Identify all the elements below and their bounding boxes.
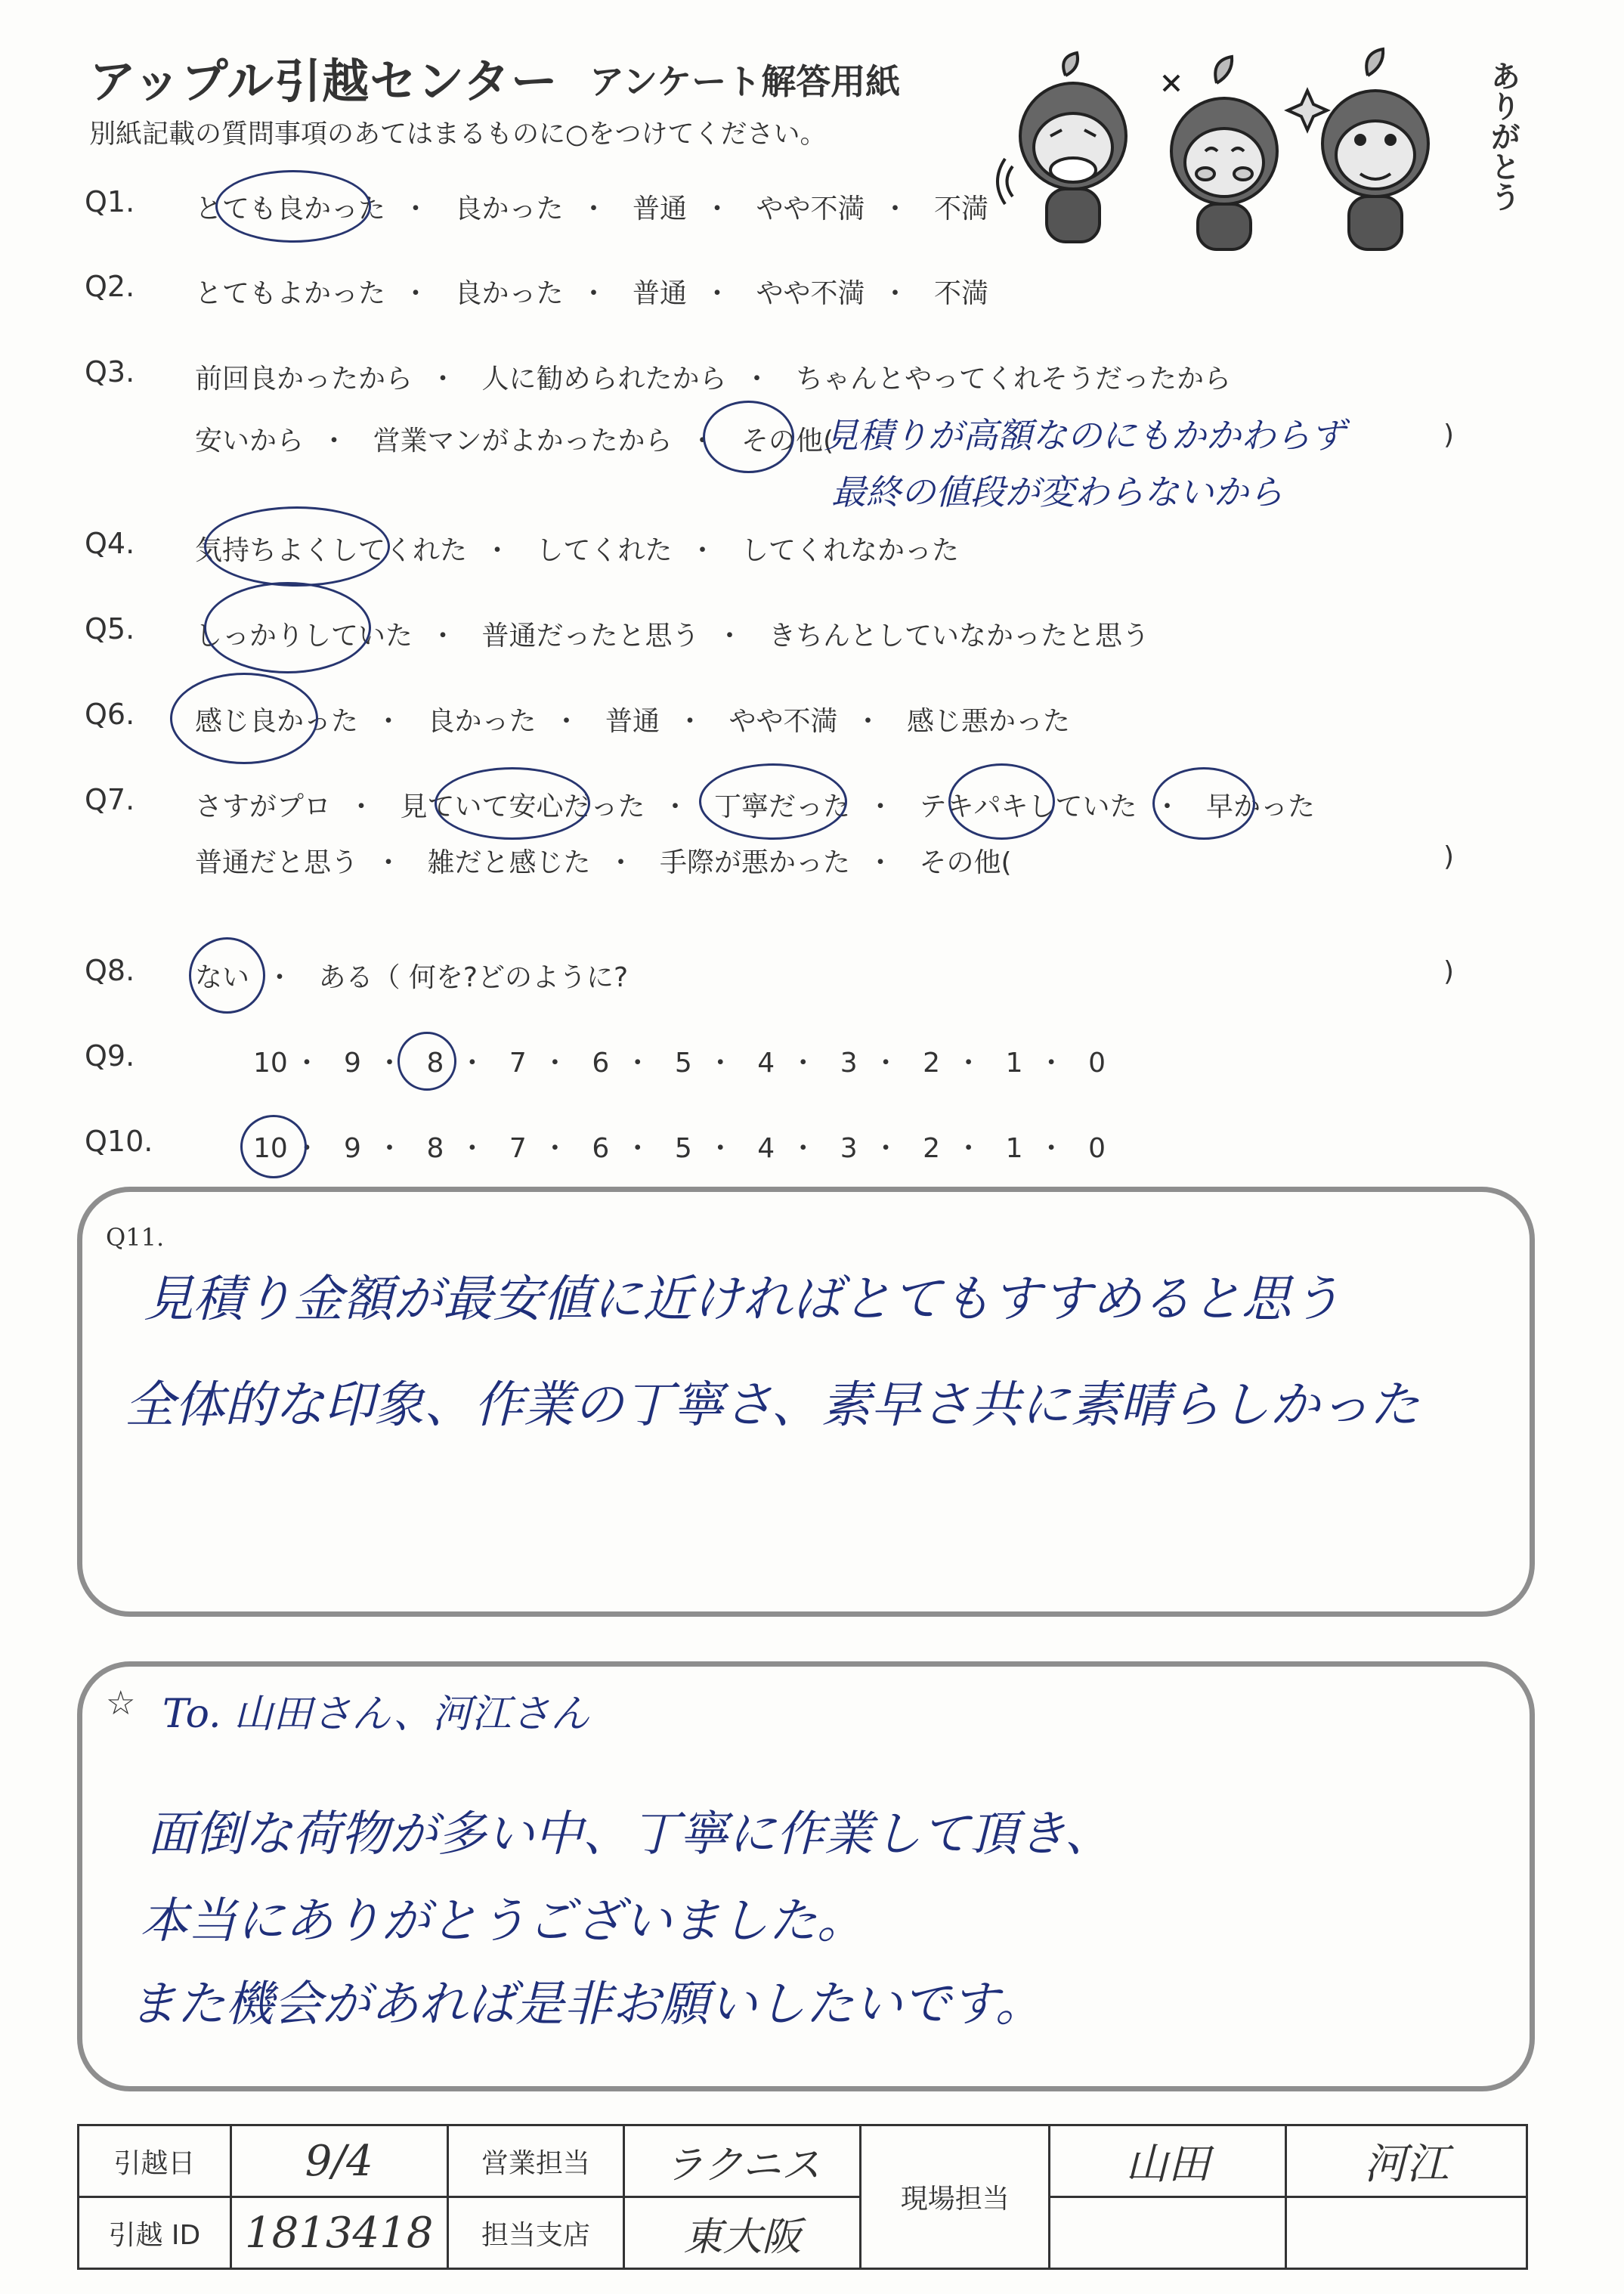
q11-label: Q11. — [106, 1223, 165, 1252]
q8-option-some[interactable]: ある（ 何を?どのように? — [318, 962, 629, 993]
q11-handwritten-line2: 全体的な印象、作業の丁寧さ、素早さ共に素晴らしかった — [125, 1376, 1420, 1434]
q6-options: 感じ良かった ・ 良かった ・ 普通 ・ やや不満 ・ 感じ悪かった — [195, 700, 1070, 738]
q5-label: Q5. — [85, 612, 135, 645]
q7-option[interactable]: 普通だと思う — [195, 847, 359, 878]
move-date-label: 引越日 — [79, 2125, 231, 2197]
q6-label: Q6. — [85, 698, 135, 731]
q5-options: しっかりしていた ・ 普通だったと思う ・ きちんとしていなかったと思う — [195, 615, 1149, 653]
q10-score[interactable]: 1 — [1005, 1133, 1023, 1164]
q3-options-line2: 安いから ・ 営業マンがよかったから ・ その他( — [195, 419, 834, 458]
q9-score[interactable]: 6 — [592, 1048, 610, 1079]
form-title: アンケート解答用紙 — [589, 61, 901, 102]
q10-score[interactable]: 7 — [509, 1133, 527, 1164]
q9-score[interactable]: 4 — [757, 1048, 775, 1079]
site-staff-1-text: 山田 — [1125, 2140, 1211, 2189]
q9-score[interactable]: 8 — [426, 1048, 444, 1079]
q6-answer-circle — [170, 673, 318, 764]
q7-options-line1: さすがプロ ・ 見ていて安心だった ・ 丁寧だった ・ テキパキしていた ・ 早かった — [195, 785, 1315, 824]
q4-answer-circle — [204, 506, 390, 587]
message-line2: 本当にありがとうございました。 — [140, 1893, 865, 1949]
q9-score[interactable]: 3 — [840, 1048, 858, 1079]
q2-option[interactable]: とてもよかった — [195, 278, 386, 309]
instruction-text: 別紙記載の質問事項のあてはまるものに○をつけてください。 — [89, 119, 827, 150]
branch-value[interactable] — [624, 2197, 861, 2269]
q7-option[interactable]: 早かった — [1205, 791, 1315, 822]
move-id-value[interactable] — [230, 2197, 447, 2269]
q3-handwritten-line1: 見積りが高額なのにもかかわらず — [824, 415, 1345, 456]
q4-options: 気持ちよくしてくれた ・ してくれた ・ してくれなかった — [195, 529, 959, 568]
q9-score[interactable]: 10 — [253, 1048, 288, 1079]
q7-option[interactable]: 丁寧だった — [713, 791, 850, 822]
q7-answer-circle — [1152, 767, 1255, 840]
q4-option[interactable]: してくれなかった — [741, 535, 959, 566]
site-staff-extra-2[interactable] — [1286, 2197, 1527, 2269]
q8-paren-close: ) — [1443, 956, 1455, 987]
q7-option[interactable]: さすがプロ — [195, 791, 332, 822]
q2-label: Q2. — [85, 270, 135, 303]
q6-option[interactable]: 良かった — [427, 706, 537, 737]
q7-paren-close: ) — [1443, 841, 1455, 872]
q1-option[interactable]: とても良かった — [195, 193, 386, 224]
q3-handwritten-line2: 最終の値段が変わらないから — [831, 472, 1283, 512]
move-date-text: 9/4 — [305, 2136, 373, 2186]
q2-option[interactable]: 不満 — [933, 278, 988, 309]
q8-answer-circle — [189, 937, 265, 1014]
q7-option[interactable]: その他( — [919, 847, 1012, 878]
q1-option[interactable]: 良かった — [454, 193, 564, 224]
q9-score[interactable]: 1 — [1005, 1048, 1023, 1079]
site-staff-2-text: 河江 — [1364, 2140, 1449, 2189]
q7-answer-circle — [699, 763, 847, 840]
q3-option[interactable]: 安いから — [195, 426, 305, 457]
q10-score[interactable]: 2 — [923, 1133, 941, 1164]
q10-score[interactable]: 10 — [253, 1133, 288, 1164]
mascot-right — [1288, 49, 1428, 249]
q1-options: とても良かった ・ 良かった ・ 普通 ・ やや不満 ・ 不満 — [195, 187, 988, 226]
q2-option[interactable]: 普通 — [632, 278, 687, 309]
branch-text: 東大阪 — [683, 2214, 802, 2260]
q9-label: Q9. — [85, 1039, 135, 1073]
q3-option[interactable]: その他( — [741, 426, 834, 457]
q10-answer-circle — [240, 1115, 307, 1178]
q7-answer-circle — [435, 767, 590, 840]
branch-label: 担当支店 — [447, 2197, 624, 2269]
q3-label: Q3. — [85, 355, 135, 389]
q9-score[interactable]: 5 — [674, 1048, 692, 1079]
q11-handwritten-line1: 見積り金額が最安値に近ければとてもすすめると思う — [144, 1270, 1341, 1328]
q10-score[interactable]: 6 — [592, 1133, 610, 1164]
q6-option[interactable]: やや不満 — [728, 706, 838, 737]
q3-paren-close: ) — [1443, 419, 1455, 450]
q7-option[interactable]: テキパキしていた — [919, 791, 1137, 822]
q7-options-line2: 普通だと思う ・ 雑だと感じた ・ 手際が悪かった ・ その他( — [195, 841, 1012, 880]
q6-option[interactable]: 感じ悪かった — [906, 706, 1070, 737]
sales-staff-value[interactable] — [624, 2125, 861, 2197]
q10-score[interactable]: 0 — [1088, 1133, 1106, 1164]
q10-label: Q10. — [85, 1125, 153, 1158]
mascot-left — [998, 53, 1126, 242]
q3-answer-circle — [703, 401, 794, 473]
q2-options: とてもよかった ・ 良かった ・ 普通 ・ やや不満 ・ 不満 — [195, 272, 988, 311]
move-date-value[interactable] — [230, 2125, 447, 2197]
message-to: To. 山田さん、河江さん — [162, 1692, 590, 1737]
q4-option[interactable]: してくれた — [536, 535, 673, 566]
q10-scale: 10 ・ 9 ・ 8 ・ 7 ・ 6 ・ 5 ・ 4 ・ 3 ・ 2 ・ 1 ・ 0 — [253, 1127, 1114, 1166]
q7-option[interactable]: 手際が悪かった — [659, 847, 850, 878]
q1-option[interactable]: 普通 — [632, 193, 687, 224]
q3-option[interactable]: 営業マンがよかったから — [373, 426, 673, 457]
star-icon: ☆ — [106, 1684, 136, 1723]
q2-option[interactable]: やや不満 — [756, 278, 865, 309]
move-id-label: 引越 ID — [79, 2197, 231, 2269]
q9-answer-circle — [397, 1032, 456, 1091]
q5-option[interactable]: きちんとしていなかったと思う — [768, 621, 1149, 652]
sales-staff-text: ラクニス — [664, 2142, 821, 2188]
q9-scale: 10 ・ 9 ・ 8 ・ 7 ・ 6 ・ 5 ・ 4 ・ 3 ・ 2 ・ 1 ・ 0 — [253, 1042, 1114, 1080]
q10-score[interactable]: 5 — [674, 1133, 692, 1164]
q1-option[interactable]: 不満 — [933, 193, 988, 224]
q6-option[interactable]: 感じ良かった — [195, 706, 359, 737]
q1-option[interactable]: やや不満 — [756, 193, 865, 224]
mascot-thanks-text: ありがとう — [1486, 60, 1520, 212]
q1-answer-circle — [215, 170, 371, 243]
q7-option[interactable]: 見ていて安心だった — [400, 791, 645, 822]
q10-score[interactable]: 3 — [840, 1133, 858, 1164]
q5-option[interactable]: 普通だったと思う — [481, 621, 700, 652]
q3-option[interactable]: 人に勧められたから — [481, 364, 727, 395]
q5-answer-circle — [204, 582, 371, 673]
q7-option[interactable]: 雑だと感じた — [427, 847, 591, 878]
moving-info-table — [77, 2124, 1528, 2270]
q8-option-none[interactable]: ない — [195, 962, 250, 993]
q10-score[interactable]: 9 — [344, 1133, 361, 1164]
move-id-text: 1813418 — [244, 2208, 434, 2258]
q10-score[interactable]: 8 — [426, 1133, 444, 1164]
q5-option[interactable]: しっかりしていた — [195, 621, 413, 652]
site-staff-2-value[interactable] — [1286, 2125, 1527, 2197]
q9-score[interactable]: 7 — [509, 1048, 527, 1079]
q4-option[interactable]: 気持ちよくしてくれた — [195, 535, 468, 566]
q3-option[interactable]: 前回良かったから — [195, 364, 413, 395]
mascot-middle — [1164, 57, 1277, 249]
q7-answer-circle — [948, 763, 1055, 840]
q1-label: Q1. — [85, 185, 135, 218]
company-name: アップル引越センター — [89, 54, 558, 109]
q3-options-line1: 前回良かったから ・ 人に勧められたから ・ ちゃんとやってくれそうだったから — [195, 358, 1231, 396]
q8-options: ない ・ ある（ 何を?どのように? — [195, 956, 628, 995]
q2-option[interactable]: 良かった — [454, 278, 564, 309]
site-staff-1-value[interactable] — [1050, 2125, 1286, 2197]
sales-staff-label: 営業担当 — [447, 2125, 624, 2197]
q6-option[interactable]: 普通 — [605, 706, 660, 737]
q7-label: Q7. — [85, 783, 135, 816]
q9-score[interactable]: 2 — [923, 1048, 941, 1079]
message-line1: 面倒な荷物が多い中、丁寧に作業して頂き、 — [147, 1806, 1113, 1862]
mascot-illustration — [990, 45, 1489, 257]
q9-score[interactable]: 9 — [344, 1048, 361, 1079]
site-staff-label: 現場担当 — [861, 2125, 1050, 2269]
q4-label: Q4. — [85, 527, 135, 560]
q9-score[interactable]: 0 — [1088, 1048, 1106, 1079]
q10-score[interactable]: 4 — [757, 1133, 775, 1164]
message-line3: また機会があれば是非お願いしたいです。 — [128, 1977, 1044, 2032]
q3-option[interactable]: ちゃんとやってくれそうだったから — [795, 364, 1231, 395]
q8-label: Q8. — [85, 954, 135, 987]
site-staff-extra-1[interactable] — [1050, 2197, 1286, 2269]
